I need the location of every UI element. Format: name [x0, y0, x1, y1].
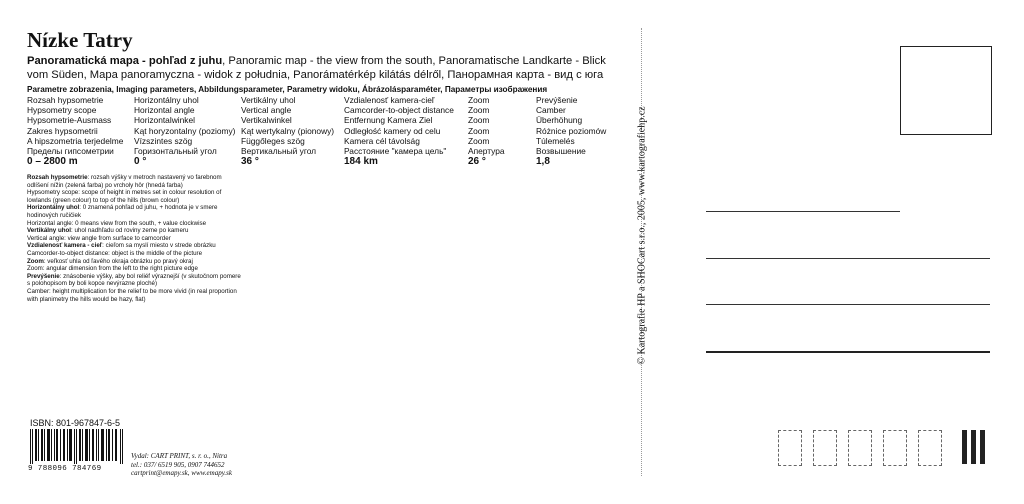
zip-box [813, 430, 837, 466]
stamp-box [900, 46, 992, 135]
subtitle-rest: , Panoramic map - the view from the south, Panoramatische Landkarte - Blick vom Süden, Mapa panoramyczna - widok z południa, Panorámatérkép kilátás délről, Панорамная карта - вид с юга [27, 55, 606, 81]
note-text: : 0 znamená pohľad od juhu, + hodnota je v smere hodinových ručičiek [27, 204, 218, 219]
param-column-horizontal [134, 95, 235, 168]
note-text: : uhol nadhľadu od roviny zeme po kameru [71, 227, 189, 235]
note-text: Vertical angle: view angle from surface to camcorder [27, 234, 171, 242]
param-line: Горизонтальный угол [134, 146, 217, 157]
param-line: Vertikálny uhol [241, 95, 296, 105]
param-line: Zoom [468, 125, 490, 136]
note-text: Zoom: angular dimension from the left to the right picture edge [27, 265, 198, 273]
param-line: Prevýšenie [536, 95, 578, 105]
address-line [706, 211, 900, 212]
address-line [706, 258, 990, 259]
note-line [27, 189, 245, 204]
param-line: Horizontalwinkel [134, 115, 195, 126]
postal-bar-icon [980, 430, 985, 464]
isbn-label: ISBN: 801-967847-6-5 [30, 418, 121, 428]
param-value: 26 ° [468, 156, 486, 168]
params-heading: Parametre zobrazenia, Imaging parameters, Abbildungsparameter, Parametry widoku, Ábrázolásparaméter, Параметры изображения [27, 85, 548, 94]
param-column-zoom [468, 95, 505, 168]
postal-bar-icon [971, 430, 976, 464]
note-line [27, 250, 245, 258]
note-text: Hypsometry scope: scope of height in metres set in colour resolution of lowlands (green colour) to top of the hills (brown colour) [27, 189, 222, 204]
param-line: Пределы гипсометрии [27, 146, 114, 157]
param-line: Odległość kamery od celu [344, 125, 441, 136]
param-line: A hipszometria terjedelme [27, 135, 124, 146]
explanatory-notes [27, 174, 245, 303]
publisher-line: Vydal: CART PRINT, s. r. o., Nitra [131, 452, 228, 460]
note-term: Vzdialenosť kamera - cieľ [27, 242, 103, 250]
note-line [27, 204, 245, 219]
param-line: Entfernung Kamera Ziel [344, 115, 433, 126]
zip-box [883, 430, 907, 466]
param-line: Überhöhung [536, 115, 583, 126]
param-value: 0 ° [134, 156, 147, 168]
copyright-vertical: © Kartografie HP a SHOCart s.r.o., 2005, www.kartografiehp.cz [636, 106, 648, 365]
param-line: Vertikalwinkel [241, 115, 292, 126]
postal-bar-icon [962, 430, 967, 464]
param-line: Zoom [468, 135, 490, 146]
note-text: : rozsah výšky v metroch nastavený vo farebnom odlíšení nížin (zelená farba) po vrcholy hôr (hnedá farba) [27, 174, 222, 189]
note-line [27, 265, 245, 273]
note-line [27, 242, 245, 250]
param-line: Függőleges szög [241, 135, 305, 146]
zip-box [848, 430, 872, 466]
note-term: Prevýšenie [27, 272, 60, 280]
publisher-line: tel.: 037/ 6519 905, 0907 744652 [131, 460, 225, 469]
note-text: : znásobenie výšky, aby bol reliéf výraznejší (v skutočnom pomere s polohopisom by boli kopce nevýrazne ploché) [27, 272, 241, 288]
note-line [27, 227, 245, 235]
publisher-info [131, 452, 232, 478]
param-line: Rozsah hypsometrie [27, 95, 104, 105]
note-line [27, 235, 245, 243]
card-title: Nízke Tatry [27, 28, 133, 52]
note-line [27, 288, 245, 303]
param-line: Vízszintes szög [134, 135, 193, 146]
param-line: Horizontálny uhol [134, 95, 199, 105]
note-text: : veľkosť uhla od ľavého okraja obrázku po pravý okraj [43, 257, 193, 265]
param-column-vertical [241, 95, 334, 168]
address-line [706, 351, 990, 353]
barcode-icon [30, 429, 125, 464]
param-line: Возвышение [536, 146, 586, 157]
param-line: Hypsometry scope [27, 105, 97, 116]
barcode-digits: 9 788096 784769 [28, 465, 102, 473]
param-line: Horizontal angle [134, 105, 195, 116]
param-line: Túlemelés [536, 135, 575, 146]
param-line: Апертура [468, 146, 505, 157]
param-line: Zakres hypsometrii [27, 125, 98, 136]
card-subtitle [27, 55, 627, 82]
param-line: Zoom [468, 105, 490, 116]
publisher-line: cartprint@emapy.sk, www.emapy.sk [131, 469, 232, 478]
param-column-distance [344, 95, 454, 168]
zip-box [778, 430, 802, 466]
param-line: Kąt horyzontalny (poziomy) [134, 125, 236, 136]
param-line: Camber [536, 105, 566, 116]
note-term: Zoom [27, 257, 44, 265]
note-text: : cieľom sa myslí miesto v strede obrázku [102, 242, 216, 250]
note-term: Horizontálny uhol [27, 204, 80, 212]
param-line: Kąt wertykalny (pionowy) [241, 125, 335, 136]
address-line [706, 304, 990, 305]
param-value: 36 ° [241, 156, 259, 168]
note-term: Vertikálny uhol [27, 227, 72, 235]
param-line: Vertical angle [241, 105, 292, 116]
param-line: Różnice poziomów [536, 125, 607, 136]
note-text: Camber: height multiplication for the relief to be more vivid (in real proportion with planimetry the hills would be hazy, flat) [27, 287, 237, 303]
param-value: 0 – 2800 m [27, 156, 78, 168]
param-column-hypsometry [27, 95, 123, 168]
param-line: Zoom [468, 95, 490, 105]
note-line [27, 273, 245, 288]
note-line [27, 258, 245, 266]
param-line: Hypsometrie-Ausmass [27, 115, 112, 126]
note-term: Rozsah hypsometrie [27, 174, 88, 181]
param-line: Вертикальный угол [241, 146, 317, 157]
param-line: Vzdialenosť kamera-cieľ [344, 95, 435, 105]
note-text: Horizontal angle: 0 means view from the south, + value clockwise [27, 219, 207, 227]
param-column-camber [536, 95, 606, 168]
note-line [27, 220, 245, 228]
param-value: 1,8 [536, 156, 550, 168]
param-line: Zoom [468, 115, 490, 126]
param-line: Расстояние "камера цель" [344, 146, 447, 157]
note-line [27, 174, 245, 189]
subtitle-lead: Panoramatická mapa - pohľad z juhu [27, 55, 223, 67]
param-line: Kamera cél távolság [344, 135, 420, 146]
param-line: Camcorder-to-object distance [344, 105, 454, 116]
zip-box [918, 430, 942, 466]
param-value: 184 km [344, 156, 378, 168]
note-text: Camcorder-to-object distance: object is the middle of the picture [27, 249, 203, 257]
